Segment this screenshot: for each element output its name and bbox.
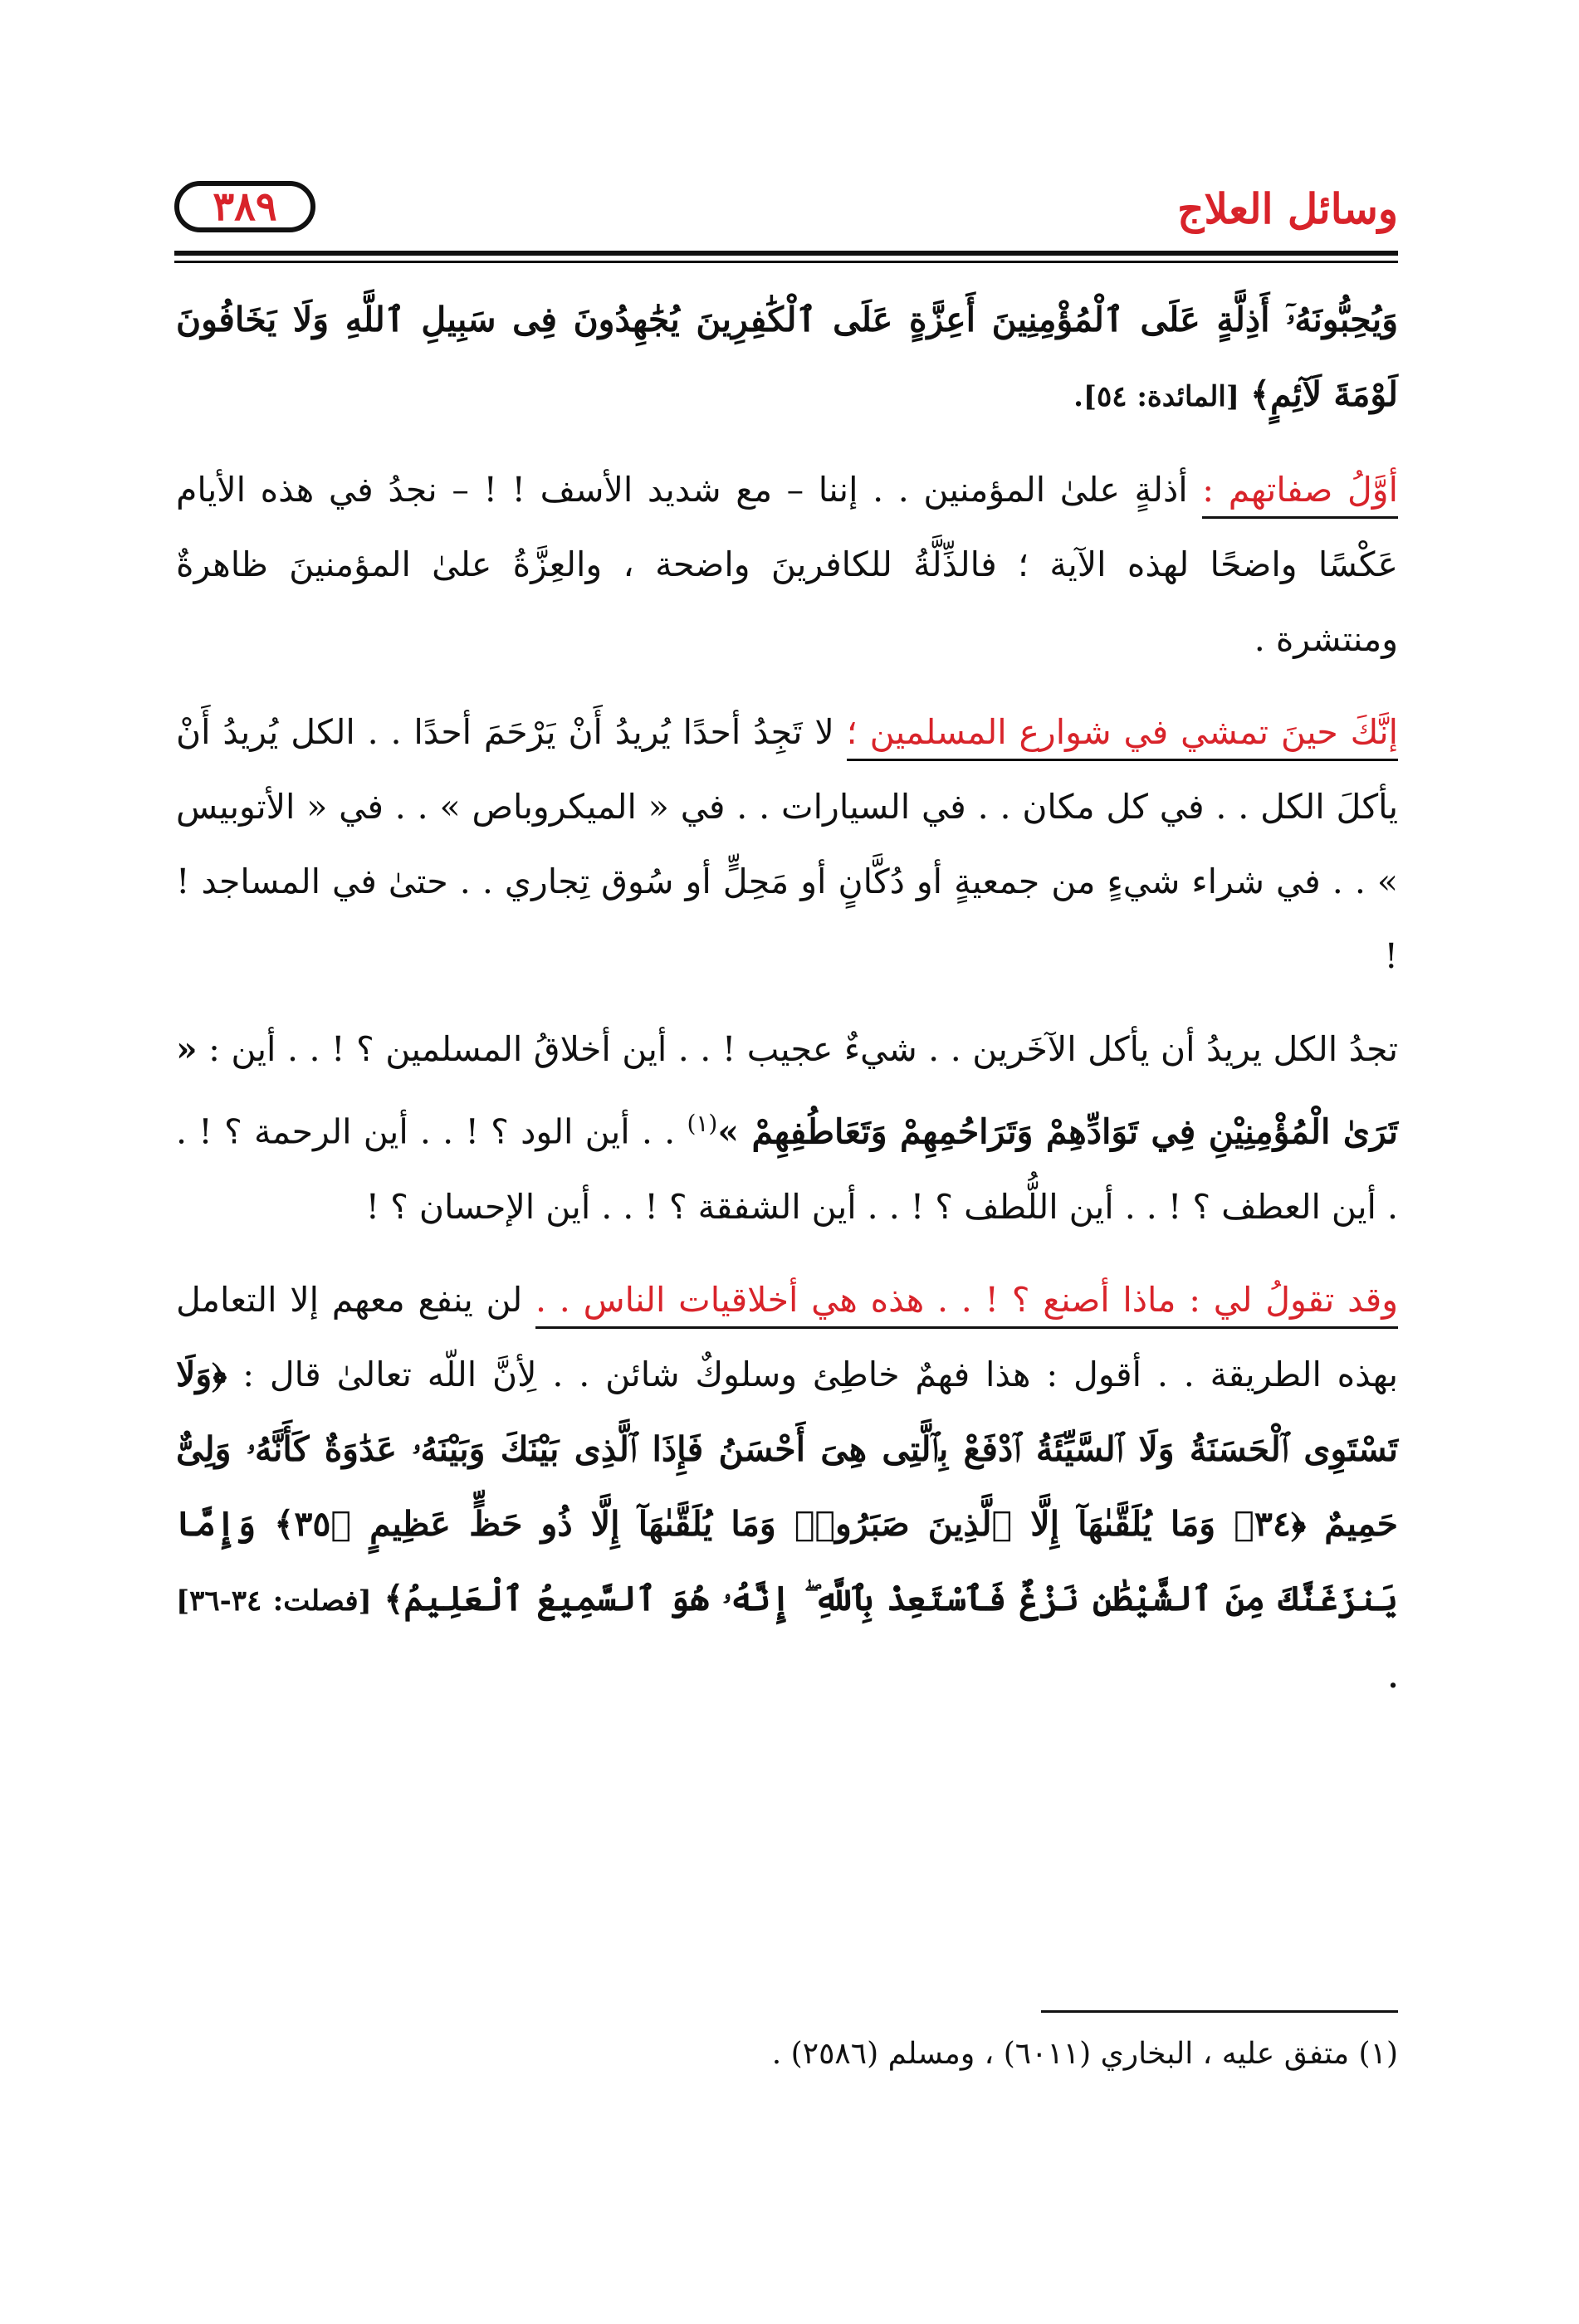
footnote-marker: (١) — [687, 1110, 718, 1137]
paragraph-text: . . أين الود ؟ ! . . أين الرحمة ؟ ! . . أين العطف ؟ ! . . أين اللُّطف ؟ ! . . أين الشفقة ؟ ! . . أين الإحسان ؟ ! — [176, 1111, 1398, 1227]
section-heading-first-trait: أوَّلُ صفاتهم : — [1202, 470, 1398, 519]
footnote: (١) متفق عليه ، البخاري (٦٠١١) ، ومسلم (٢٥٨٦) . — [771, 2037, 1398, 2071]
verse-reference: [المائدة: ٥٤]. — [1073, 380, 1239, 413]
paragraph-manners — [176, 1012, 1398, 1244]
header-rule-thin — [174, 261, 1398, 263]
quran-verse-paragraph — [176, 282, 1398, 434]
footnote-separator — [1041, 2010, 1398, 2013]
verse-reference: [فصلت: ٣٤-٣٦] . — [176, 1584, 1398, 1695]
paragraph-first-trait — [176, 452, 1398, 676]
paragraph-objection — [176, 1262, 1398, 1716]
page-number-badge: ٣٨٩ — [174, 181, 315, 232]
header-rule-thick — [174, 251, 1398, 256]
paragraph-text: أذلةٍ علىٰ المؤمنين . . إننا – مع شديد الأسف ! ! – نجدُ في هذه الأيام عَكْسًا واضحًا لهذه الآية ؛ فالذِّلَّةُ للكافرينَ واضحة ، والعِزَّةُ علىٰ المؤمنينَ ظاهرةٌ ومنتشرة . — [176, 470, 1398, 659]
section-heading-streets: إنَّكَ حينَ تمشي في شوارع المسلمين ؛ — [847, 712, 1398, 761]
paragraph-text: لا تَجِدُ أحدًا يُريدُ أَنْ يَرْحَمَ أحدًا . . الكل يُريدُ أَنْ يأكلَ الكل . . في كل مكان . . في السيارات . . في « الميكروباص » . . في « الأتوبيس » . . في شراء شيءٍ من جمعيةٍ أو دُكَّانٍ أو مَحِلٍّ أو سُوق تِجاري . . حتىٰ في المساجد ! ! — [176, 712, 1398, 976]
paragraph-streets — [176, 695, 1398, 994]
section-heading-objection: وقد تقولُ لي : ماذا أصنع ؟ ! . . هذه هي أخلاقيات الناس . . — [535, 1280, 1398, 1329]
page-body — [176, 282, 1398, 1716]
hadith-quote: « تَرَىٰ الْمُؤْمِنِيْنِ فِي تَوَادِّهِمْ وَتَرَاحُمِهِمْ وَتَعَاطُفِهِمْ » — [176, 1029, 1398, 1152]
running-title: وسائل العلاج — [1177, 184, 1398, 233]
quran-verse: ﴿وَلَا تَسْتَوِى ٱلْحَسَنَةُ وَلَا ٱلسَّيِّئَةُ ٱدْفَعْ بِٱلَّتِى هِىَ أَحْسَنُ فَإِذَا ٱلَّذِى بَيْنَكَ وَبَيْنَهُۥ عَدَٰوَةٌ كَأَنَّهُۥ وَلِىٌّ حَمِيمٌ ﴿٣٤﴾ وَمَا يُلَقَّىٰهَآ إِلَّا ٱلَّذِينَ صَبَرُوا۟ وَمَا يُلَقَّىٰهَآ إِلَّا ذُو حَظٍّ عَظِيمٍ ﴿٣٥﴾ وَإِمَّا يَنزَغَنَّكَ مِنَ ٱلشَّيْطَٰنِ نَزْغٌ فَٱسْتَعِذْ بِٱللَّهِ ۖ إِنَّهُۥ هُوَ ٱلسَّمِيعُ ٱلْعَلِيمُ﴾ — [176, 1354, 1398, 1618]
page-header — [174, 166, 1398, 257]
paragraph-text: لن ينفع معهم إلا التعامل بهذه الطريقة . . أقول : هذا فهمٌ خاطِئ وسلوكٌ شائن . . لِأنَّ اللّه تعالىٰ قال : — [176, 1279, 1398, 1394]
quran-verse: وَيُحِبُّونَهُۥٓ أَذِلَّةٍ عَلَى ٱلْمُؤْمِنِينَ أَعِزَّةٍ عَلَى ٱلْكَٰفِرِينَ يُجَٰهِدُونَ فِى سَبِيلِ ٱللَّهِ وَلَا يَخَافُونَ لَوْمَةَ لَآئِمٍ﴾ — [176, 300, 1398, 414]
paragraph-text: تجدُ الكل يريدُ أن يأكل الآخَرين . . شيءٌ عجيب ! . . أين أخلاقُ المسلمين ؟ ! . . أين : — [208, 1029, 1398, 1069]
